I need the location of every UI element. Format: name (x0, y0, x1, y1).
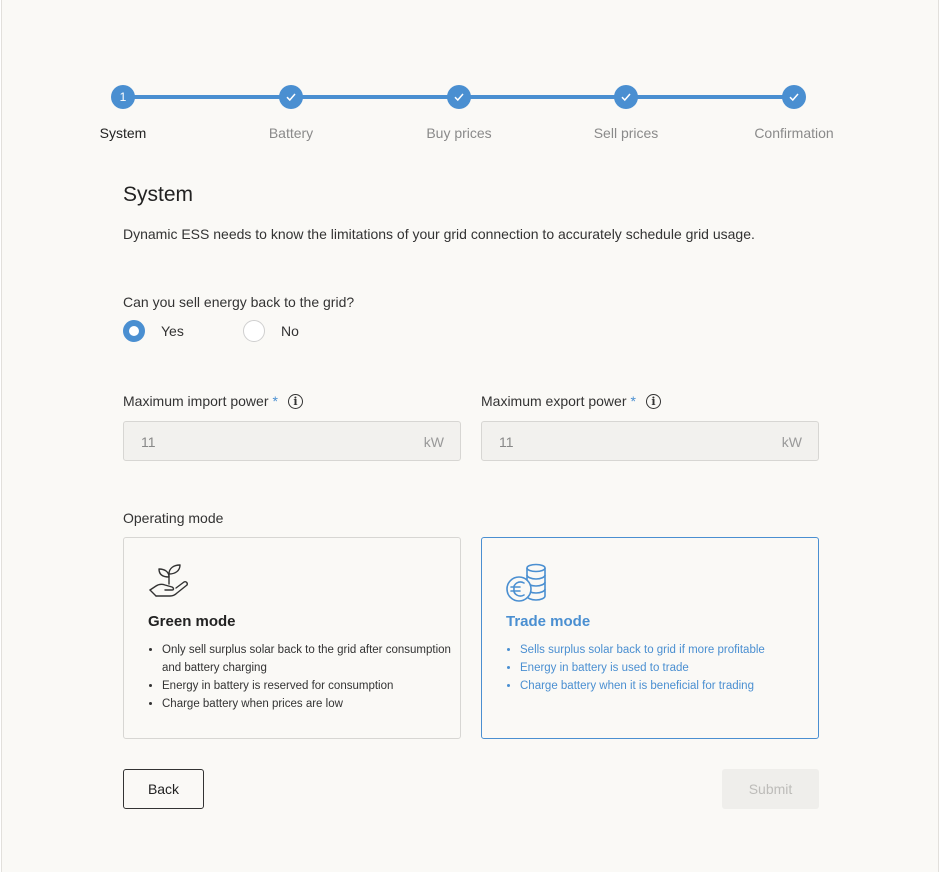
trade-mode-card[interactable] (481, 537, 819, 739)
import-power-unit: kW (423, 434, 444, 450)
step-label-buy-prices[interactable]: Buy prices (426, 125, 492, 141)
green-mode-bullets (148, 641, 452, 713)
export-power-input[interactable] (481, 421, 819, 461)
list-item: • Only sell surplus solar back to the grid after consumption and battery charging (162, 641, 452, 677)
radio-no-label[interactable]: No (281, 323, 299, 339)
green-mode-card[interactable] (123, 537, 461, 739)
page-description: Dynamic ESS needs to know the limitations of your grid connection to accurately schedule grid usage. (123, 226, 755, 242)
trade-mode-title: Trade mode (506, 613, 591, 630)
back-button[interactable]: Back (123, 769, 204, 809)
step-label-battery[interactable]: Battery (268, 125, 314, 141)
list-item: • Charge battery when prices are low (162, 695, 452, 713)
radio-no[interactable] (243, 320, 299, 342)
radio-no-circle[interactable] (243, 320, 265, 342)
radio-yes-label[interactable]: Yes (161, 323, 184, 339)
step-label-system[interactable]: System (99, 125, 147, 141)
page-title: System (123, 183, 194, 206)
step-4-check-icon[interactable] (614, 85, 638, 109)
import-power-label (123, 393, 303, 409)
import-power-label-text: Maximum import power (123, 393, 269, 409)
export-power-unit: kW (781, 434, 802, 450)
import-power-input[interactable] (123, 421, 461, 461)
export-power-label (481, 393, 661, 409)
list-item: • Energy in battery is reserved for consumption (162, 677, 452, 695)
submit-button[interactable]: Submit (722, 769, 819, 809)
export-power-label-text: Maximum export power (481, 393, 627, 409)
operating-mode-label: Operating mode (123, 510, 224, 526)
import-power-value[interactable]: 11 (141, 434, 156, 450)
green-mode-title: Green mode (148, 613, 236, 630)
radio-yes[interactable] (123, 320, 184, 342)
trade-mode-bullets (506, 641, 810, 695)
info-icon[interactable]: i (288, 394, 303, 409)
sell-back-question: Can you sell energy back to the grid? (123, 294, 355, 310)
step-5-check-icon[interactable] (782, 85, 806, 109)
step-1-marker[interactable] (111, 85, 135, 109)
info-icon[interactable]: i (646, 394, 661, 409)
wizard-frame (1, 0, 939, 872)
step-2-check-icon[interactable] (279, 85, 303, 109)
step-3-check-icon[interactable] (447, 85, 471, 109)
euro-coins-icon (504, 560, 550, 606)
step-number: 1 (119, 90, 127, 104)
step-label-sell-prices[interactable]: Sell prices (593, 125, 659, 141)
list-item: • Energy in battery is used to trade (520, 659, 810, 677)
radio-yes-circle[interactable] (123, 320, 145, 342)
export-power-value[interactable]: 11 (499, 434, 514, 450)
step-label-confirmation[interactable]: Confirmation (754, 125, 834, 141)
stepper (2, 84, 940, 154)
required-mark: * (272, 393, 278, 409)
required-mark: * (630, 393, 636, 409)
list-item: • Charge battery when it is beneficial for trading (520, 677, 810, 695)
list-item: • Sells surplus solar back to grid if more profitable (520, 641, 810, 659)
plant-in-hand-icon (146, 560, 192, 606)
